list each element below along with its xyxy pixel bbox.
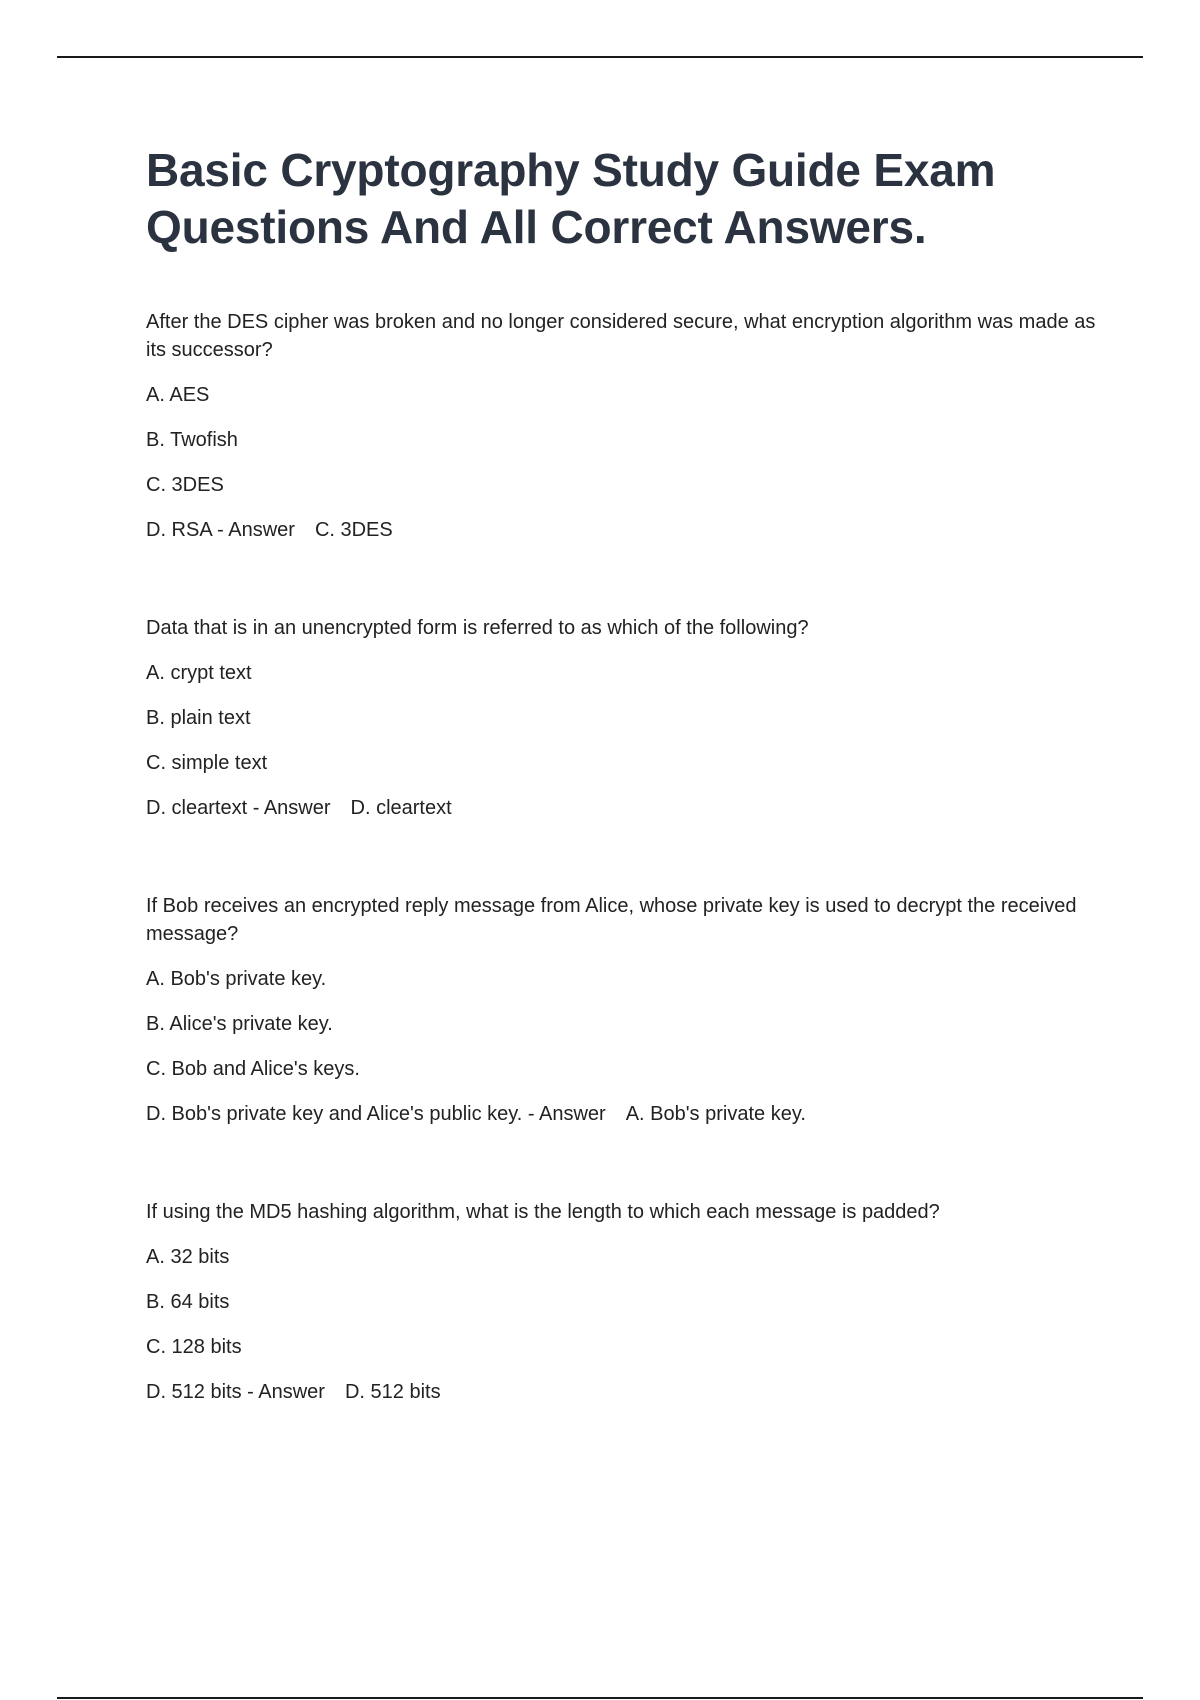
option-b: B. 64 bits — [146, 1291, 230, 1313]
option-d: D. cleartext - Answer — [146, 797, 331, 819]
option-d-with-answer — [146, 794, 1096, 822]
correct-answer: D. cleartext — [350, 797, 452, 819]
document-body — [146, 142, 1096, 1476]
question-block — [146, 1198, 1096, 1406]
option-a: A. Bob's private key. — [146, 968, 327, 990]
option-d: D. RSA - Answer — [146, 519, 295, 541]
question-block — [146, 308, 1096, 544]
footer-rule — [57, 1697, 1143, 1699]
option-a: A. crypt text — [146, 662, 252, 684]
question-block — [146, 614, 1096, 822]
option-b: B. plain text — [146, 707, 251, 729]
question-text: After the DES cipher was broken and no longer considered secure, what encryption algorithm was made as its successor? — [146, 311, 1096, 361]
option-d-with-answer — [146, 1100, 1096, 1128]
option-b: B. Twofish — [146, 429, 238, 451]
option-c: C. simple text — [146, 752, 268, 774]
option-d: D. 512 bits - Answer — [146, 1381, 325, 1403]
correct-answer: A. Bob's private key. — [625, 1103, 806, 1125]
option-b: B. Alice's private key. — [146, 1013, 333, 1035]
question-text: Data that is in an unencrypted form is referred to as which of the following? — [146, 617, 809, 639]
header-rule — [57, 56, 1143, 58]
option-d-with-answer — [146, 1378, 1096, 1406]
option-a: A. AES — [146, 384, 210, 406]
question-text: If using the MD5 hashing algorithm, what is the length to which each message is padded? — [146, 1201, 940, 1223]
question-block — [146, 892, 1096, 1128]
question-text: If Bob receives an encrypted reply message from Alice, whose private key is used to decrypt the received message? — [146, 895, 1077, 945]
option-c: C. Bob and Alice's keys. — [146, 1058, 360, 1080]
option-d-with-answer — [146, 516, 1096, 544]
correct-answer: C. 3DES — [314, 519, 393, 541]
document-title: Basic Cryptography Study Guide Exam Questions And All Correct Answers. — [146, 144, 996, 253]
option-c: C. 3DES — [146, 474, 224, 496]
option-c: C. 128 bits — [146, 1336, 242, 1358]
option-d: D. Bob's private key and Alice's public key. - Answer — [146, 1103, 606, 1125]
correct-answer: D. 512 bits — [344, 1381, 441, 1403]
option-a: A. 32 bits — [146, 1246, 230, 1268]
